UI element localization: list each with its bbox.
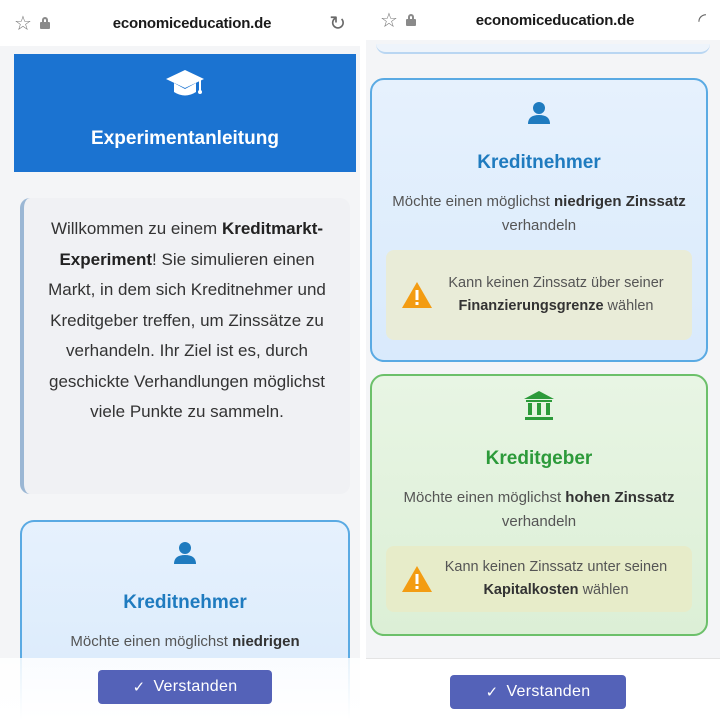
confirm-button[interactable] [98,670,272,704]
lender-warning-box [386,546,692,612]
borrower-warn-part2: wählen [603,298,654,314]
bottom-action-bar [366,658,720,720]
warning-icon [400,565,434,593]
borrower-warning-text [434,272,678,318]
confirm-label: Verstanden [506,683,591,700]
confirm-button[interactable] [450,675,626,709]
lender-warning-text [434,556,678,602]
graduation-cap-icon [14,68,356,102]
loading-spinner-icon[interactable]: ◜ [698,9,706,32]
bookmark-star-icon[interactable]: ☆ [380,9,398,32]
borrower-card [370,78,708,362]
borrower-desc-part1: Möchte einen möglichst [70,633,233,650]
borrower-desc-part2: verhandeln [501,217,577,234]
lender-title: Kreditgeber [485,448,593,469]
borrower-desc-part1: Möchte einen möglichst [392,193,555,210]
borrower-title: Kreditnehmer [477,152,601,173]
lender-card [370,374,708,636]
browser-url-bar [0,0,360,46]
url-text[interactable]: economiceducation.de [475,11,635,29]
borrower-warn-part1: Kann keinen Zinssatz über seiner [448,275,664,291]
bottom-action-bar [0,658,360,720]
borrower-title: Kreditnehmer [123,592,247,613]
reload-icon[interactable]: ↻ [329,12,346,35]
welcome-part2: ! Sie simulieren einen Markt, in dem sich Kreditnehmer und Kreditgeber treffen, um Zinssätze zu verhandeln. Ihr Ziel ist es, durch geschickte Verhandlungen möglichst viele Punkte zu sammeln. [48,249,326,421]
welcome-text [20,198,350,494]
lender-warn-part1: Kann keinen Zinssatz unter seinen [444,559,668,575]
url-text[interactable]: economiceducation.de [112,14,272,32]
browser-url-bar [366,0,720,40]
right-screen [366,0,720,720]
bank-icon [372,390,706,422]
person-icon [22,540,348,566]
borrower-warning-box [386,250,692,340]
borrower-desc-preview [32,630,338,654]
person-icon [372,100,706,126]
check-icon: ✓ [485,684,499,701]
lender-warn-bold: Kapitalkosten [483,582,579,598]
welcome-part1: Willkommen zu einem [50,219,222,238]
confirm-label: Verstanden [153,678,238,695]
lender-desc [382,486,696,534]
lender-desc-part1: Möchte einen möglichst [403,489,566,506]
lock-icon[interactable] [406,14,428,26]
lender-desc-bold: hohen Zinssatz [565,489,675,506]
instructions-banner [14,54,356,172]
check-icon: ✓ [132,679,146,696]
borrower-desc-bold: niedrigen Zinssatz [554,193,686,210]
lender-warn-part2: wählen [578,582,629,598]
borrower-desc-bold: niedrigen [232,633,300,650]
page-title: Experimentanleitung [91,128,279,149]
borrower-desc [382,190,696,238]
borrower-warn-bold: Finanzierungsgrenze [458,298,604,314]
lender-desc-part2: verhandeln [501,513,577,530]
welcome-bold: Kreditmarkt-Experiment [59,219,324,269]
previous-card-edge [376,44,710,54]
bookmark-star-icon[interactable]: ☆ [14,12,32,35]
lock-icon[interactable] [40,17,62,29]
warning-icon [400,281,434,309]
